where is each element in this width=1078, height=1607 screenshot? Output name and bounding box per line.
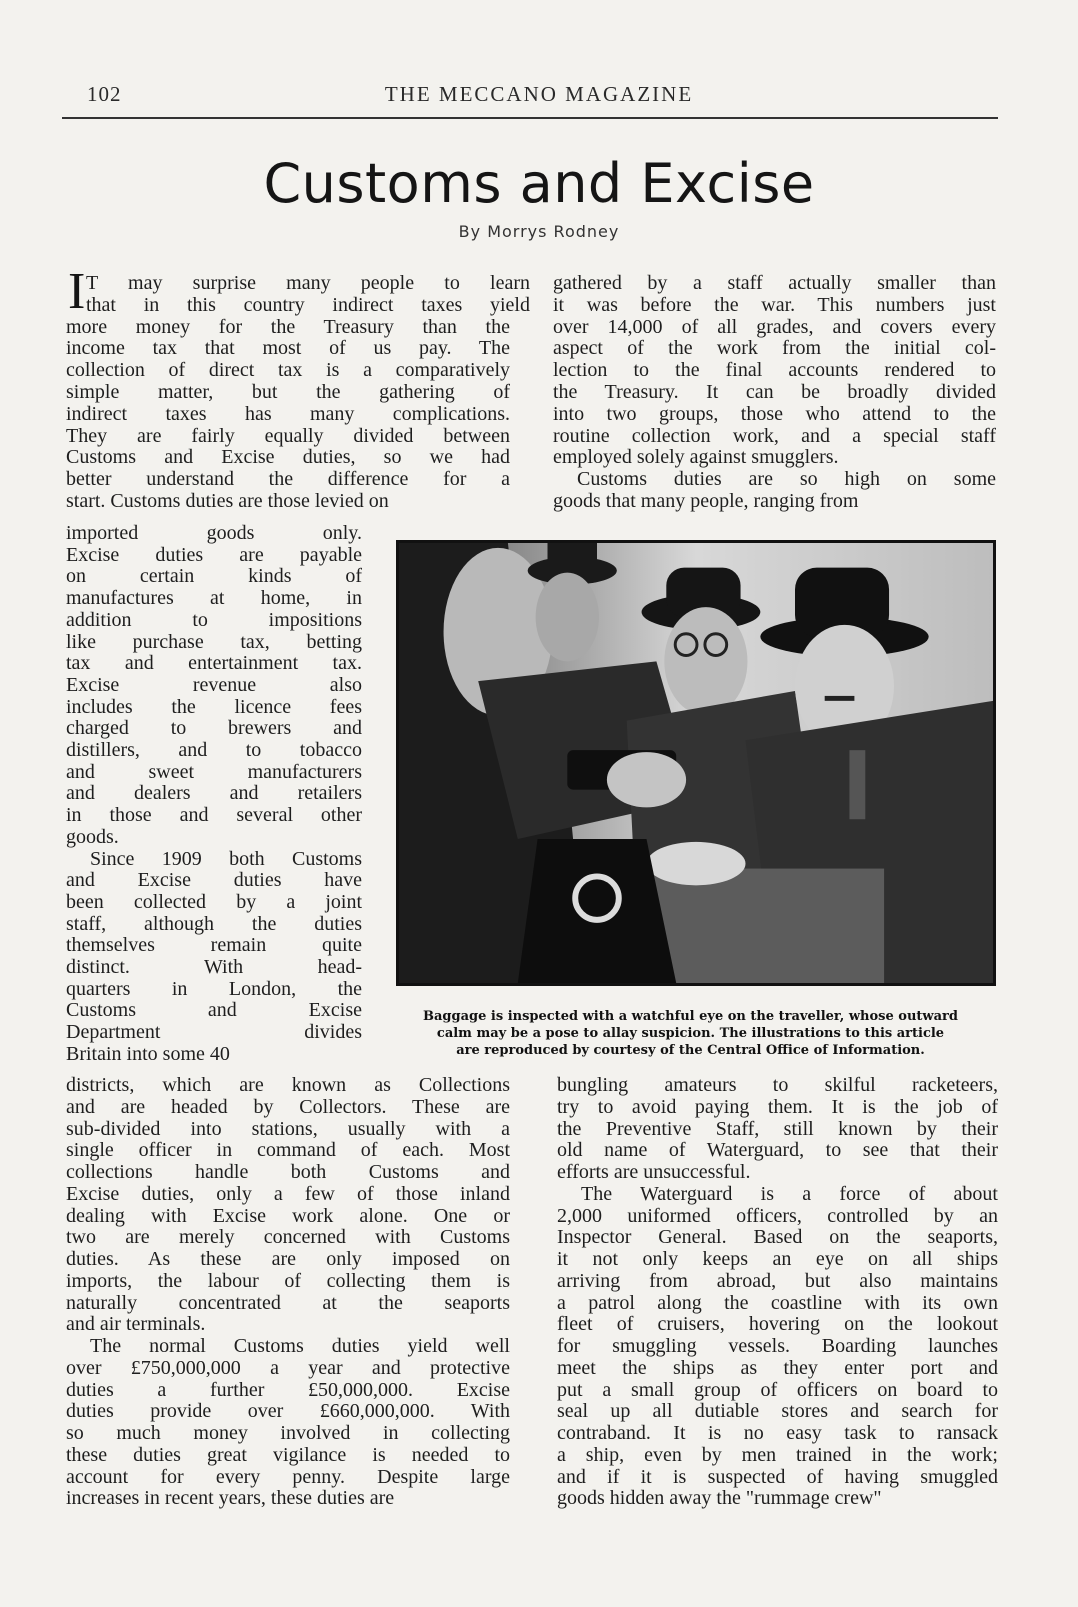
caption-line: calm may be a pose to allay suspicion. The illustrations to this article — [436, 1026, 945, 1041]
article-photograph — [396, 540, 996, 986]
text-line: staff, although the duties — [66, 912, 362, 935]
text-line: sub-divided into stations, usually with a — [66, 1117, 510, 1140]
text-line: more money for the Treasury than the — [66, 315, 510, 338]
text-line: been collected by a joint — [66, 890, 362, 913]
text-line: duties. As these are only imposed on — [66, 1248, 510, 1270]
text-line: and air terminals. — [66, 1313, 206, 1336]
text-line: lection to the final accounts rendered to — [553, 359, 996, 382]
text-line: account for every penny. Despite large — [66, 1465, 510, 1488]
text-line: themselves remain quite — [66, 934, 362, 957]
text-line: try to avoid paying them. It is the job of — [557, 1095, 998, 1118]
text-line: Inspector General. Based on the seaports, — [557, 1226, 998, 1249]
text-line: aspect of the work from the initial col- — [553, 337, 996, 360]
text-line: over £750,000,000 a year and protective — [66, 1356, 510, 1379]
header-rule — [62, 117, 998, 119]
text-line: income tax that most of us pay. The — [66, 337, 510, 360]
text-line: that in this country indirect taxes yield — [86, 293, 530, 316]
text-line: these duties great vigilance is needed to — [66, 1443, 510, 1466]
text-line: start. Customs duties are those levied on — [66, 490, 389, 512]
text-line: 2,000 uniformed officers, controlled by an — [557, 1204, 998, 1227]
text-line: collections handle both Customs and — [66, 1161, 510, 1183]
text-line: it was before the war. This numbers just — [553, 293, 996, 316]
text-line: arriving from abroad, but also maintains — [557, 1269, 998, 1292]
text-line: imports, the labour of collecting them is — [66, 1269, 510, 1292]
magazine-title: THE MECCANO MAGAZINE — [384, 82, 694, 106]
column-right-top — [553, 272, 996, 522]
text-line: districts, which are known as Collections — [66, 1074, 510, 1096]
text-line: on certain kinds of — [66, 565, 362, 588]
article-title: Customs and Excise — [263, 152, 815, 215]
text-line: and sweet manufacturers — [66, 760, 362, 783]
column-left-middle — [66, 522, 362, 1076]
text-line: for smuggling vessels. Boarding launches — [557, 1335, 998, 1357]
text-line: single officer in command of each. Most — [66, 1139, 510, 1162]
text-line: the Preventive Staff, still known by their — [557, 1117, 998, 1140]
text-line: and Excise duties have — [66, 869, 362, 892]
photo-baggage-inspection — [399, 543, 993, 983]
text-line: bungling amateurs to skilful racketeers, — [557, 1074, 998, 1096]
text-line: two are merely concerned with Customs — [66, 1226, 510, 1249]
text-line: goods. — [66, 825, 119, 848]
text-line: charged to brewers and — [66, 717, 362, 740]
text-line: includes the licence fees — [66, 695, 362, 718]
text-line: and dealers and retailers — [66, 782, 362, 805]
caption-line: Baggage is inspected with a watchful eye on the traveller, whose outward — [423, 1009, 958, 1024]
text-line: employed solely against smugglers. — [553, 446, 839, 469]
text-line: dealing with Excise work alone. One or — [66, 1204, 510, 1227]
text-line: simple matter, but the gathering of — [66, 381, 510, 403]
column-left-bottom — [66, 1074, 510, 1514]
text-line: so much money involved in collecting — [66, 1422, 510, 1444]
column-left-top — [66, 272, 530, 522]
text-line: duties provide over £660,000,000. With — [66, 1400, 510, 1423]
text-line: and are headed by Collectors. These are — [66, 1095, 510, 1118]
text-line: Since 1909 both Customs — [90, 847, 362, 870]
text-line: Department divides — [66, 1021, 362, 1044]
text-line: it not only keeps an eye on all ships — [557, 1248, 998, 1270]
text-line: duties a further £50,000,000. Excise — [66, 1378, 510, 1401]
text-line: They are fairly equally divided between — [66, 424, 510, 447]
text-line: and if it is suspected of having smuggled — [557, 1465, 998, 1488]
text-line: contraband. It is no easy task to ransack — [557, 1422, 998, 1444]
text-line: distinct. With head- — [66, 956, 362, 978]
text-line: quarters in London, the — [66, 977, 362, 1000]
text-line: Customs and Excise — [66, 999, 362, 1022]
text-line: imported goods only. — [66, 522, 362, 544]
text-line: meet the ships as they enter port and — [557, 1356, 998, 1379]
text-line: in those and several other — [66, 804, 362, 827]
text-line: The normal Customs duties yield well — [90, 1335, 510, 1357]
text-line: Customs and Excise duties, so we had — [66, 446, 510, 469]
text-line: a ship, even by men trained in the work; — [557, 1443, 998, 1466]
text-line: fleet of cruisers, hovering on the lookout — [557, 1313, 998, 1336]
column-right-bottom — [557, 1074, 998, 1514]
text-line: addition to impositions — [66, 608, 362, 631]
text-line: put a small group of officers on board to — [557, 1378, 998, 1401]
text-line: efforts are unsuccessful. — [557, 1161, 751, 1183]
text-line: increases in recent years, these duties are — [66, 1487, 395, 1510]
text-line: The Waterguard is a force of about — [581, 1182, 998, 1205]
text-line: naturally concentrated at the seaports — [66, 1291, 510, 1314]
article-byline: By Morrys Rodney — [458, 222, 620, 241]
photo-caption — [383, 1008, 998, 1059]
text-line: the Treasury. It can be broadly divided — [553, 381, 996, 403]
text-line: a patrol along the coastline with its own — [557, 1291, 998, 1314]
text-line: collection of direct tax is a comparatively — [66, 359, 510, 382]
text-line: Customs duties are so high on some — [577, 468, 996, 491]
text-line: goods hidden away the "rummage crew" — [557, 1487, 882, 1510]
text-line: Excise duties are payable — [66, 543, 362, 566]
text-line: seal up all dutiable stores and search for — [557, 1400, 998, 1423]
text-line: like purchase tax, betting — [66, 630, 362, 653]
text-line: distillers, and to tobacco — [66, 739, 362, 761]
text-line: better understand the difference for a — [66, 468, 510, 491]
text-line: indirect taxes has many complications. — [66, 402, 510, 425]
page-number: 102 — [87, 82, 122, 106]
text-line: Britain into some 40 — [66, 1042, 230, 1065]
text-line: tax and entertainment tax. — [66, 652, 362, 675]
text-line: over 14,000 of all grades, and covers every — [553, 315, 996, 338]
text-line: into two groups, those who attend to the — [553, 402, 996, 425]
text-line: old name of Waterguard, to see that their — [557, 1139, 998, 1162]
text-line: Excise duties, only a few of those inland — [66, 1182, 510, 1205]
text-line: T may surprise many people to learn — [86, 272, 530, 294]
text-line: goods that many people, ranging from — [553, 490, 859, 512]
caption-line: are reproduced by courtesy of the Central Office of Information. — [456, 1043, 925, 1058]
drop-cap: I — [68, 263, 86, 320]
text-line: gathered by a staff actually smaller than — [553, 272, 996, 294]
text-line: routine collection work, and a special staff — [553, 424, 996, 447]
text-line: manufactures at home, in — [66, 587, 362, 610]
text-line: Excise revenue also — [66, 673, 362, 696]
